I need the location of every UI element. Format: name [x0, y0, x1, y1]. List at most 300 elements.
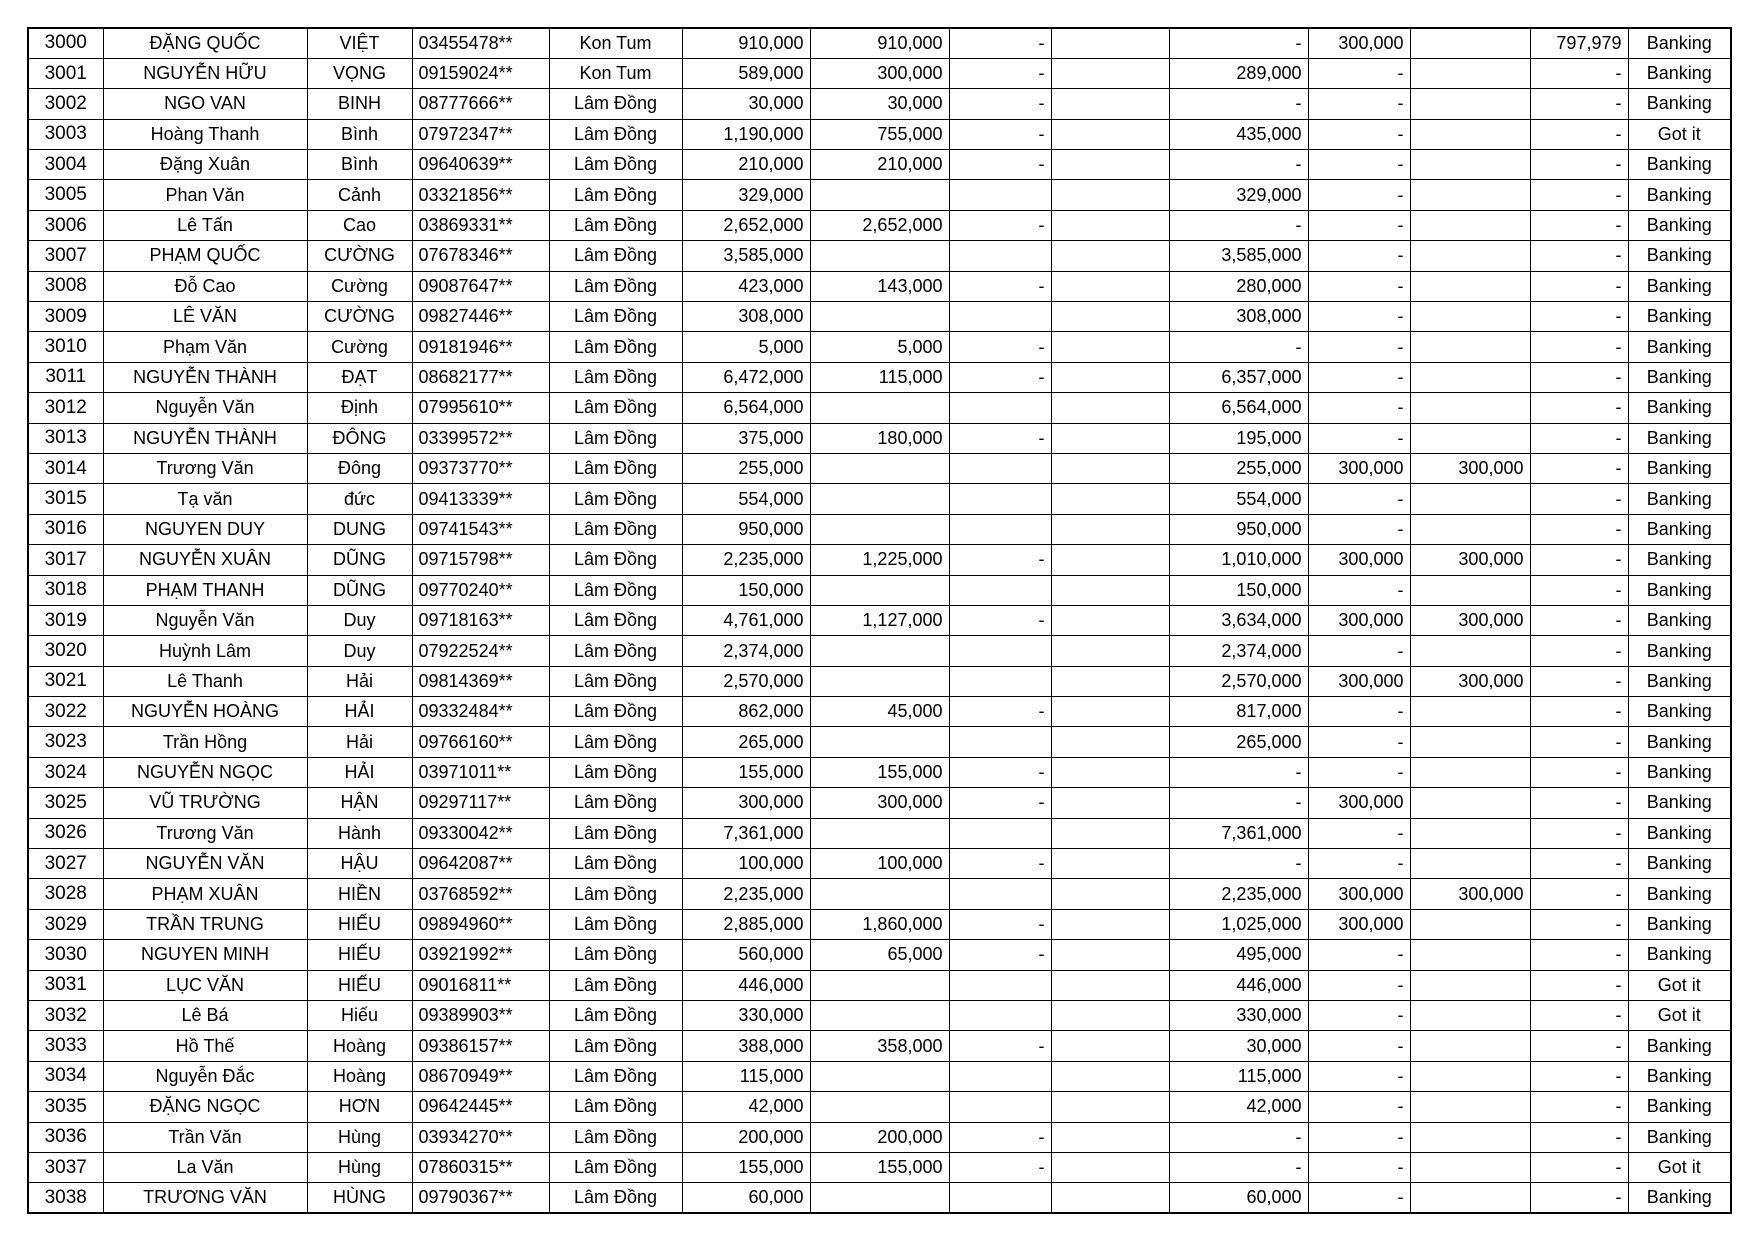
cell-id: 3032	[28, 1001, 103, 1031]
cell-col9	[1051, 28, 1169, 58]
cell-col8	[949, 727, 1051, 757]
cell-province: Lâm Đồng	[549, 697, 682, 727]
table-row	[28, 1092, 1731, 1122]
table-row	[28, 423, 1731, 453]
cell-col11: -	[1308, 302, 1410, 332]
cell-given_name: Hoàng	[307, 1061, 412, 1091]
cell-phone: 07972347**	[412, 119, 549, 149]
cell-col8: -	[949, 697, 1051, 727]
cell-col12	[1410, 575, 1530, 605]
cell-payment_method: Banking	[1628, 605, 1731, 635]
cell-payment_method: Banking	[1628, 1183, 1731, 1213]
cell-col12	[1410, 302, 1530, 332]
cell-col11: -	[1308, 393, 1410, 423]
cell-col12	[1410, 1122, 1530, 1152]
cell-id: 3016	[28, 514, 103, 544]
cell-id: 3001	[28, 58, 103, 88]
cell-col8	[949, 1092, 1051, 1122]
cell-col10: 280,000	[1169, 271, 1308, 301]
cell-col7	[810, 453, 949, 483]
cell-col9	[1051, 362, 1169, 392]
cell-col11: -	[1308, 150, 1410, 180]
cell-surname: Hồ Thế	[103, 1031, 307, 1061]
cell-payment_method: Banking	[1628, 453, 1731, 483]
cell-col10: 1,025,000	[1169, 909, 1308, 939]
table-row	[28, 545, 1731, 575]
cell-col11: -	[1308, 727, 1410, 757]
cell-col10: 329,000	[1169, 180, 1308, 210]
cell-surname: LÊ VĂN	[103, 302, 307, 332]
cell-payment_method: Banking	[1628, 1061, 1731, 1091]
cell-col8: -	[949, 1152, 1051, 1182]
cell-col9	[1051, 1092, 1169, 1122]
cell-col13: -	[1530, 453, 1628, 483]
cell-province: Lâm Đồng	[549, 1122, 682, 1152]
cell-surname: Hoàng Thanh	[103, 119, 307, 149]
cell-col13: -	[1530, 879, 1628, 909]
cell-col7: 200,000	[810, 1122, 949, 1152]
payment-table	[27, 27, 1732, 1214]
cell-col11: 300,000	[1308, 545, 1410, 575]
cell-col8: -	[949, 89, 1051, 119]
cell-surname: Nguyễn Đắc	[103, 1061, 307, 1091]
cell-phone: 03321856**	[412, 180, 549, 210]
cell-col10: 554,000	[1169, 484, 1308, 514]
cell-col12	[1410, 119, 1530, 149]
cell-id: 3000	[28, 28, 103, 58]
cell-total: 910,000	[682, 28, 810, 58]
cell-phone: 09790367**	[412, 1183, 549, 1213]
cell-col10: 2,374,000	[1169, 636, 1308, 666]
cell-payment_method: Banking	[1628, 1092, 1731, 1122]
cell-col8	[949, 1183, 1051, 1213]
cell-phone: 03455478**	[412, 28, 549, 58]
cell-given_name: Cao	[307, 210, 412, 240]
cell-col8	[949, 241, 1051, 271]
cell-col10: 195,000	[1169, 423, 1308, 453]
table-row	[28, 210, 1731, 240]
cell-total: 60,000	[682, 1183, 810, 1213]
cell-province: Kon Tum	[549, 58, 682, 88]
cell-payment_method: Got it	[1628, 1001, 1731, 1031]
cell-col8: -	[949, 362, 1051, 392]
cell-surname: La Văn	[103, 1152, 307, 1182]
cell-phone: 09389903**	[412, 1001, 549, 1031]
cell-col9	[1051, 241, 1169, 271]
cell-given_name: DŨNG	[307, 575, 412, 605]
cell-phone: 09087647**	[412, 271, 549, 301]
cell-col13: 797,979	[1530, 28, 1628, 58]
cell-given_name: Bình	[307, 119, 412, 149]
cell-surname: Nguyễn Văn	[103, 605, 307, 635]
cell-col10: 42,000	[1169, 1092, 1308, 1122]
cell-col13: -	[1530, 150, 1628, 180]
cell-province: Lâm Đồng	[549, 666, 682, 696]
cell-payment_method: Got it	[1628, 1152, 1731, 1182]
cell-given_name: Cảnh	[307, 180, 412, 210]
cell-col9	[1051, 818, 1169, 848]
cell-col8	[949, 393, 1051, 423]
table-row	[28, 271, 1731, 301]
cell-phone: 03921992**	[412, 940, 549, 970]
cell-col9	[1051, 1122, 1169, 1152]
cell-col8: -	[949, 332, 1051, 362]
cell-province: Lâm Đồng	[549, 150, 682, 180]
cell-payment_method: Banking	[1628, 180, 1731, 210]
cell-province: Lâm Đồng	[549, 514, 682, 544]
cell-col11: 300,000	[1308, 453, 1410, 483]
cell-surname: ĐẶNG QUỐC	[103, 28, 307, 58]
cell-given_name: ĐẠT	[307, 362, 412, 392]
cell-surname: NGUYỄN VĂN	[103, 849, 307, 879]
cell-given_name: Cường	[307, 271, 412, 301]
cell-total: 100,000	[682, 849, 810, 879]
table-row	[28, 302, 1731, 332]
cell-given_name: HIẾU	[307, 940, 412, 970]
cell-col7: 30,000	[810, 89, 949, 119]
cell-col11: -	[1308, 1092, 1410, 1122]
cell-col12	[1410, 788, 1530, 818]
cell-province: Lâm Đồng	[549, 1031, 682, 1061]
cell-surname: PHẠM QUỐC	[103, 241, 307, 271]
cell-total: 1,190,000	[682, 119, 810, 149]
cell-col7: 2,652,000	[810, 210, 949, 240]
cell-col10: -	[1169, 757, 1308, 787]
cell-col12	[1410, 89, 1530, 119]
cell-col12	[1410, 180, 1530, 210]
cell-surname: NGUYỄN HỮU	[103, 58, 307, 88]
cell-id: 3011	[28, 362, 103, 392]
cell-col10: 1,010,000	[1169, 545, 1308, 575]
cell-col7	[810, 180, 949, 210]
table-row	[28, 818, 1731, 848]
cell-id: 3009	[28, 302, 103, 332]
cell-col7: 1,225,000	[810, 545, 949, 575]
table-row	[28, 1152, 1731, 1182]
cell-col9	[1051, 1031, 1169, 1061]
cell-total: 589,000	[682, 58, 810, 88]
table-row	[28, 940, 1731, 970]
cell-col13: -	[1530, 119, 1628, 149]
cell-col7	[810, 393, 949, 423]
cell-col13: -	[1530, 484, 1628, 514]
cell-given_name: Đông	[307, 453, 412, 483]
cell-col7	[810, 879, 949, 909]
cell-phone: 08777666**	[412, 89, 549, 119]
cell-phone: 09386157**	[412, 1031, 549, 1061]
cell-given_name: ĐÔNG	[307, 423, 412, 453]
cell-col8: -	[949, 788, 1051, 818]
cell-payment_method: Banking	[1628, 1031, 1731, 1061]
cell-surname: Trương Văn	[103, 818, 307, 848]
table-row	[28, 393, 1731, 423]
cell-surname: Lê Tấn	[103, 210, 307, 240]
cell-col11: 300,000	[1308, 666, 1410, 696]
cell-phone: 03971011**	[412, 757, 549, 787]
cell-id: 3002	[28, 89, 103, 119]
cell-col9	[1051, 849, 1169, 879]
table-row	[28, 180, 1731, 210]
cell-col13: -	[1530, 970, 1628, 1000]
cell-given_name: VỌNG	[307, 58, 412, 88]
cell-col10: 6,564,000	[1169, 393, 1308, 423]
cell-col11: 300,000	[1308, 879, 1410, 909]
cell-col12	[1410, 1092, 1530, 1122]
cell-col13: -	[1530, 1152, 1628, 1182]
cell-col13: -	[1530, 636, 1628, 666]
cell-total: 2,570,000	[682, 666, 810, 696]
cell-surname: NGUYỄN THÀNH	[103, 362, 307, 392]
cell-given_name: Hiếu	[307, 1001, 412, 1031]
cell-col13: -	[1530, 362, 1628, 392]
cell-given_name: CƯỜNG	[307, 241, 412, 271]
cell-col10: 330,000	[1169, 1001, 1308, 1031]
cell-col13: -	[1530, 849, 1628, 879]
cell-col7	[810, 1001, 949, 1031]
cell-phone: 03399572**	[412, 423, 549, 453]
cell-surname: PHẠM THANH	[103, 575, 307, 605]
cell-province: Lâm Đồng	[549, 241, 682, 271]
cell-payment_method: Banking	[1628, 636, 1731, 666]
cell-col7: 180,000	[810, 423, 949, 453]
cell-col9	[1051, 302, 1169, 332]
cell-col11: 300,000	[1308, 909, 1410, 939]
cell-col10: -	[1169, 150, 1308, 180]
cell-total: 4,761,000	[682, 605, 810, 635]
cell-col7	[810, 514, 949, 544]
cell-payment_method: Banking	[1628, 849, 1731, 879]
cell-col9	[1051, 393, 1169, 423]
cell-phone: 09642087**	[412, 849, 549, 879]
cell-col7: 1,127,000	[810, 605, 949, 635]
cell-col7	[810, 727, 949, 757]
cell-col12	[1410, 362, 1530, 392]
cell-col11: -	[1308, 1001, 1410, 1031]
cell-surname: NGO VAN	[103, 89, 307, 119]
cell-col11: -	[1308, 818, 1410, 848]
cell-col10: 115,000	[1169, 1061, 1308, 1091]
cell-col7: 100,000	[810, 849, 949, 879]
cell-col8: -	[949, 1031, 1051, 1061]
cell-col8: -	[949, 150, 1051, 180]
cell-col13: -	[1530, 423, 1628, 453]
cell-col12	[1410, 970, 1530, 1000]
cell-payment_method: Got it	[1628, 970, 1731, 1000]
cell-col9	[1051, 697, 1169, 727]
cell-col13: -	[1530, 666, 1628, 696]
cell-col13: -	[1530, 727, 1628, 757]
cell-surname: NGUYỄN HOÀNG	[103, 697, 307, 727]
cell-given_name: HẬU	[307, 849, 412, 879]
cell-col11: -	[1308, 1152, 1410, 1182]
cell-col7: 910,000	[810, 28, 949, 58]
cell-payment_method: Banking	[1628, 545, 1731, 575]
cell-province: Lâm Đồng	[549, 818, 682, 848]
cell-given_name: Hùng	[307, 1122, 412, 1152]
cell-surname: ĐẶNG NGỌC	[103, 1092, 307, 1122]
cell-col11: -	[1308, 210, 1410, 240]
cell-col10: 950,000	[1169, 514, 1308, 544]
cell-given_name: HIẾU	[307, 970, 412, 1000]
cell-surname: Trần Văn	[103, 1122, 307, 1152]
cell-total: 2,235,000	[682, 879, 810, 909]
cell-payment_method: Banking	[1628, 879, 1731, 909]
cell-col7: 755,000	[810, 119, 949, 149]
table-row	[28, 58, 1731, 88]
cell-col10: 495,000	[1169, 940, 1308, 970]
cell-surname: NGUYỄN XUÂN	[103, 545, 307, 575]
cell-phone: 09373770**	[412, 453, 549, 483]
cell-id: 3028	[28, 879, 103, 909]
cell-col8: -	[949, 119, 1051, 149]
cell-col10: 6,357,000	[1169, 362, 1308, 392]
cell-col10: 255,000	[1169, 453, 1308, 483]
cell-province: Lâm Đồng	[549, 970, 682, 1000]
cell-col10: -	[1169, 89, 1308, 119]
cell-total: 423,000	[682, 271, 810, 301]
cell-col10: -	[1169, 1152, 1308, 1182]
cell-id: 3038	[28, 1183, 103, 1213]
cell-col7: 155,000	[810, 757, 949, 787]
cell-surname: Trần Hồng	[103, 727, 307, 757]
cell-given_name: Hoàng	[307, 1031, 412, 1061]
cell-phone: 09159024**	[412, 58, 549, 88]
cell-given_name: DŨNG	[307, 545, 412, 575]
cell-payment_method: Banking	[1628, 423, 1731, 453]
cell-surname: Tạ văn	[103, 484, 307, 514]
table-row	[28, 636, 1731, 666]
cell-col8: -	[949, 1122, 1051, 1152]
cell-col7	[810, 666, 949, 696]
cell-id: 3018	[28, 575, 103, 605]
cell-col7: 300,000	[810, 58, 949, 88]
cell-col12	[1410, 514, 1530, 544]
cell-id: 3036	[28, 1122, 103, 1152]
cell-col10: 308,000	[1169, 302, 1308, 332]
table-row	[28, 119, 1731, 149]
cell-phone: 09332484**	[412, 697, 549, 727]
cell-id: 3037	[28, 1152, 103, 1182]
cell-payment_method: Banking	[1628, 89, 1731, 119]
cell-col8: -	[949, 940, 1051, 970]
cell-phone: 09181946**	[412, 332, 549, 362]
cell-surname: NGUYỄN NGỌC	[103, 757, 307, 787]
cell-col10: -	[1169, 788, 1308, 818]
cell-col13: -	[1530, 1092, 1628, 1122]
cell-province: Lâm Đồng	[549, 89, 682, 119]
cell-col9	[1051, 89, 1169, 119]
table-row	[28, 150, 1731, 180]
cell-total: 375,000	[682, 423, 810, 453]
cell-col9	[1051, 940, 1169, 970]
cell-province: Lâm Đồng	[549, 849, 682, 879]
table-row	[28, 575, 1731, 605]
cell-id: 3017	[28, 545, 103, 575]
cell-id: 3029	[28, 909, 103, 939]
cell-phone: 09718163**	[412, 605, 549, 635]
cell-col9	[1051, 1061, 1169, 1091]
cell-total: 862,000	[682, 697, 810, 727]
cell-surname: Huỳnh Lâm	[103, 636, 307, 666]
cell-surname: TRƯƠNG VĂN	[103, 1183, 307, 1213]
cell-surname: PHẠM XUÂN	[103, 879, 307, 909]
cell-total: 5,000	[682, 332, 810, 362]
cell-col13: -	[1530, 514, 1628, 544]
cell-col12	[1410, 940, 1530, 970]
cell-province: Kon Tum	[549, 28, 682, 58]
cell-total: 446,000	[682, 970, 810, 1000]
cell-payment_method: Banking	[1628, 1122, 1731, 1152]
cell-col12	[1410, 727, 1530, 757]
cell-phone: 09741543**	[412, 514, 549, 544]
table-row	[28, 1031, 1731, 1061]
cell-total: 6,472,000	[682, 362, 810, 392]
cell-total: 155,000	[682, 757, 810, 787]
cell-col12	[1410, 1001, 1530, 1031]
cell-id: 3003	[28, 119, 103, 149]
cell-given_name: HƠN	[307, 1092, 412, 1122]
cell-total: 300,000	[682, 788, 810, 818]
cell-phone: 03869331**	[412, 210, 549, 240]
cell-col11: -	[1308, 332, 1410, 362]
cell-col12	[1410, 241, 1530, 271]
cell-total: 7,361,000	[682, 818, 810, 848]
cell-payment_method: Banking	[1628, 332, 1731, 362]
cell-col8	[949, 1001, 1051, 1031]
cell-col8: -	[949, 849, 1051, 879]
cell-col7	[810, 302, 949, 332]
cell-col13: -	[1530, 575, 1628, 605]
cell-col8	[949, 1061, 1051, 1091]
cell-payment_method: Banking	[1628, 818, 1731, 848]
cell-id: 3022	[28, 697, 103, 727]
cell-province: Lâm Đồng	[549, 210, 682, 240]
cell-total: 42,000	[682, 1092, 810, 1122]
cell-col12	[1410, 1152, 1530, 1182]
cell-province: Lâm Đồng	[549, 1001, 682, 1031]
table-row	[28, 1061, 1731, 1091]
cell-col11: -	[1308, 575, 1410, 605]
cell-col7: 155,000	[810, 1152, 949, 1182]
cell-surname: Lê Thanh	[103, 666, 307, 696]
cell-given_name: VIỆT	[307, 28, 412, 58]
cell-col8	[949, 453, 1051, 483]
cell-payment_method: Banking	[1628, 666, 1731, 696]
cell-payment_method: Banking	[1628, 210, 1731, 240]
cell-col12	[1410, 849, 1530, 879]
cell-total: 2,885,000	[682, 909, 810, 939]
table-row	[28, 362, 1731, 392]
cell-col10: 2,570,000	[1169, 666, 1308, 696]
cell-id: 3006	[28, 210, 103, 240]
cell-payment_method: Banking	[1628, 302, 1731, 332]
cell-id: 3014	[28, 453, 103, 483]
cell-province: Lâm Đồng	[549, 180, 682, 210]
cell-col12	[1410, 423, 1530, 453]
cell-surname: NGUYỄN THÀNH	[103, 423, 307, 453]
cell-col12	[1410, 1183, 1530, 1213]
cell-col7: 115,000	[810, 362, 949, 392]
cell-id: 3020	[28, 636, 103, 666]
cell-col12	[1410, 636, 1530, 666]
cell-col12: 300,000	[1410, 605, 1530, 635]
cell-given_name: đức	[307, 484, 412, 514]
cell-col11: -	[1308, 58, 1410, 88]
table-row	[28, 727, 1731, 757]
cell-col8	[949, 818, 1051, 848]
cell-given_name: HẢI	[307, 757, 412, 787]
cell-surname: Đỗ Cao	[103, 271, 307, 301]
